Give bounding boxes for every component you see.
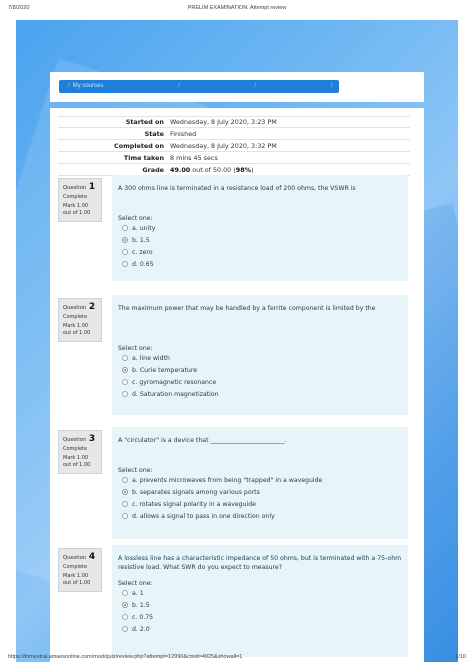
answer-option[interactable]: a. prevents microwaves from being "trapped" in a waveguide [118,474,402,486]
radio-icon [122,355,128,361]
radio-checked-icon [122,237,128,243]
answer-option[interactable]: d. 2.0 [118,623,402,635]
print-header [8,5,466,15]
question-1-info: Question 1 Complete Mark 1.00 out of 1.00 [58,178,102,222]
answer-option[interactable]: c. zero [118,246,402,258]
question-text: The maximum power that may be handled by a ferrite component is limited by the [118,305,376,312]
breadcrumb-my-courses[interactable]: My courses [72,83,104,89]
print-footer [8,654,466,664]
summary-row-started: Started on Wednesday, 8 July 2020, 3:23 PM [58,116,410,128]
radio-icon [122,249,128,255]
answer-option[interactable]: b. 1.5 [118,234,402,246]
answer-option[interactable]: d. 0.65 [118,258,402,270]
answer-option[interactable]: a. 1 [118,587,402,599]
radio-icon [122,501,128,507]
answer-option[interactable]: b. Curie temperature [118,364,402,376]
radio-icon [122,614,128,620]
answer-option[interactable]: c. gyromagnetic resonance [118,376,402,388]
radio-icon [122,513,128,519]
print-title: PRELIM EXAMINATION: Attempt review [187,5,287,11]
print-date: 7/8/2020 [8,5,30,11]
question-text: A "circulator" is a device that ________________________. [118,437,287,444]
radio-icon [122,225,128,231]
question-2-content: The maximum power that may be handled by a ferrite component is limited by the Select one: a. line width b. Curie temperature c. gyromagnetic resonance d. Saturation magnetization [112,295,408,415]
question-4-info: Question 4 Complete Mark 1.00 out of 1.00 [58,548,102,592]
answer-option[interactable]: c. 0.75 [118,611,402,623]
print-url: https://trimestral.amaesonline.com/mod/quiz/review.php?attempt=12990&cmid=4925&showall=1 [8,654,243,660]
quiz-review-card [50,108,424,662]
summary-row-state: State Finished [58,128,410,140]
radio-icon [122,391,128,397]
grade-value: 49.00 out of 50.00 (98%) [170,165,254,174]
radio-checked-icon [122,489,128,495]
radio-icon [122,626,128,632]
question-1-content: A 300 ohms line is terminated in a resistance load of 200 ohms, the VSWR is Select one: a. unity b. 1.5 c. zero d. 0.65 [112,175,408,281]
print-page-number: 1/10 [455,654,466,660]
answer-option[interactable]: b. 1.5 [118,599,402,611]
answer-option[interactable]: a. line width [118,352,402,364]
question-text: A 300 ohms line is terminated in a resistance load of 200 ohms, the VSWR is [118,185,356,192]
radio-checked-icon [122,367,128,373]
summary-row-time-taken: Time taken 8 mins 45 secs [58,152,410,164]
summary-row-grade: Grade 49.00 out of 50.00 (98%) [58,164,410,176]
radio-checked-icon [122,602,128,608]
question-text: A lossless line has a characteristic impedance of 50 ohms, but is terminated with a 75-ohm resistive load. What SWR do you expect to measure? [118,555,402,571]
summary-row-completed: Completed on Wednesday, 8 July 2020, 3:32 PM [58,140,410,152]
question-3-content: A "circulator" is a device that ________________________. Select one: a. prevents microwaves from being "trapped" in a waveguide b. separates signals among various ports c. rotates signal polarity in a waveguide d. allows a signal to pass in one direction only [112,427,408,539]
question-3-info: Question 3 Complete Mark 1.00 out of 1.00 [58,430,102,474]
answer-option[interactable]: d. Saturation magnetization [118,388,402,400]
answer-option[interactable]: c. rotates signal polarity in a waveguide [118,498,402,510]
radio-icon [122,261,128,267]
answer-option[interactable]: d. allows a signal to pass in one direction only [118,510,402,522]
breadcrumb: / My courses / / / [59,80,339,93]
radio-icon [122,477,128,483]
answer-option[interactable]: a. unity [118,222,402,234]
question-4-content: A lossless line has a characteristic impedance of 50 ohms, but is terminated with a 75-ohm resistive load. What SWR do you expect to measure? Select one: a. 1 b. 1.5 c. 0.75 d. 2.0 [112,545,408,657]
radio-icon [122,590,128,596]
question-2-info: Question 2 Complete Mark 1.00 out of 1.00 [58,298,102,342]
attempt-summary-table [58,116,410,176]
radio-icon [122,379,128,385]
navigation-card [50,72,424,102]
answer-option[interactable]: b. separates signals among various ports [118,486,402,498]
